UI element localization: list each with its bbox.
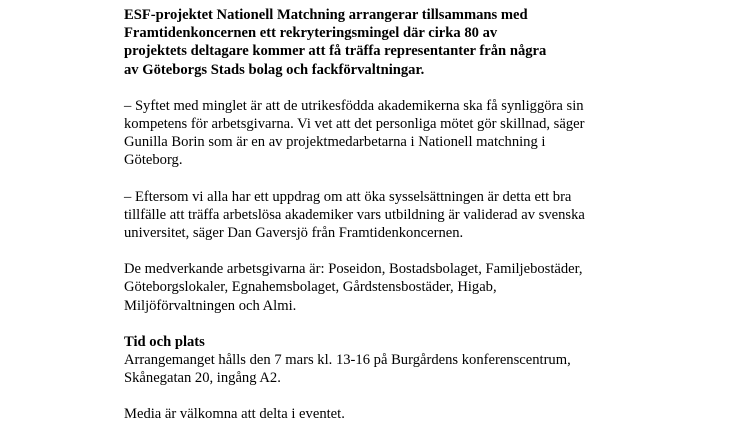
- employers-line: Göteborgslokaler, Egnahemsbolaget, Gårdstensbostäder, Higab,: [124, 279, 497, 296]
- lead-paragraph: [124, 6, 734, 79]
- press-release-body: [124, 6, 734, 424]
- quote-line: – Syftet med minglet är att de utrikesfödda akademikerna ska få synliggöra sin: [124, 97, 584, 114]
- time-place-line: Skånegatan 20, ingång A2.: [124, 370, 281, 387]
- quote-line: tillfälle att träffa arbetslösa akademiker vars utbildning är validerad av svenska: [124, 206, 585, 223]
- time-place-heading: Tid och plats: [124, 333, 205, 350]
- quote-paragraph-borin: [124, 97, 734, 170]
- lead-line: projektets deltagare kommer att få träffa representanter från några: [124, 43, 547, 60]
- time-place-paragraph: [124, 351, 734, 387]
- quote-line: – Eftersom vi alla har ett uppdrag om att öka sysselsättningen är detta ett bra: [124, 188, 572, 205]
- lead-line: Framtidenkoncernen ett rekryteringsmingel där cirka 80 av: [124, 25, 498, 42]
- quote-line: Göteborg.: [124, 152, 183, 169]
- employers-paragraph: [124, 260, 734, 315]
- employers-line: Miljöförvaltningen och Almi.: [124, 297, 297, 314]
- media-paragraph: Media är välkomna att delta i eventet.: [124, 406, 345, 423]
- time-place-line: Arrangemanget hålls den 7 mars kl. 13-16 på Burgårdens konferenscentrum,: [124, 352, 571, 369]
- quote-line: kompetens för arbetsgivarna. Vi vet att det personliga mötet gör skillnad, säger: [124, 116, 585, 133]
- quote-line: universitet, säger Dan Gaversjö från Framtidenkoncernen.: [124, 225, 464, 242]
- quote-line: Gunilla Borin som är en av projektmedarbetarna i Nationell matchning i: [124, 134, 546, 151]
- lead-line: av Göteborgs Stads bolag och fackförvaltningar.: [124, 61, 425, 78]
- quote-paragraph-gaversjo: [124, 188, 734, 243]
- lead-line: ESF-projektet Nationell Matchning arrangerar tillsammans med: [124, 7, 528, 23]
- employers-line: De medverkande arbetsgivarna är: Poseidon, Bostadsbolaget, Familjebostäder,: [124, 261, 583, 278]
